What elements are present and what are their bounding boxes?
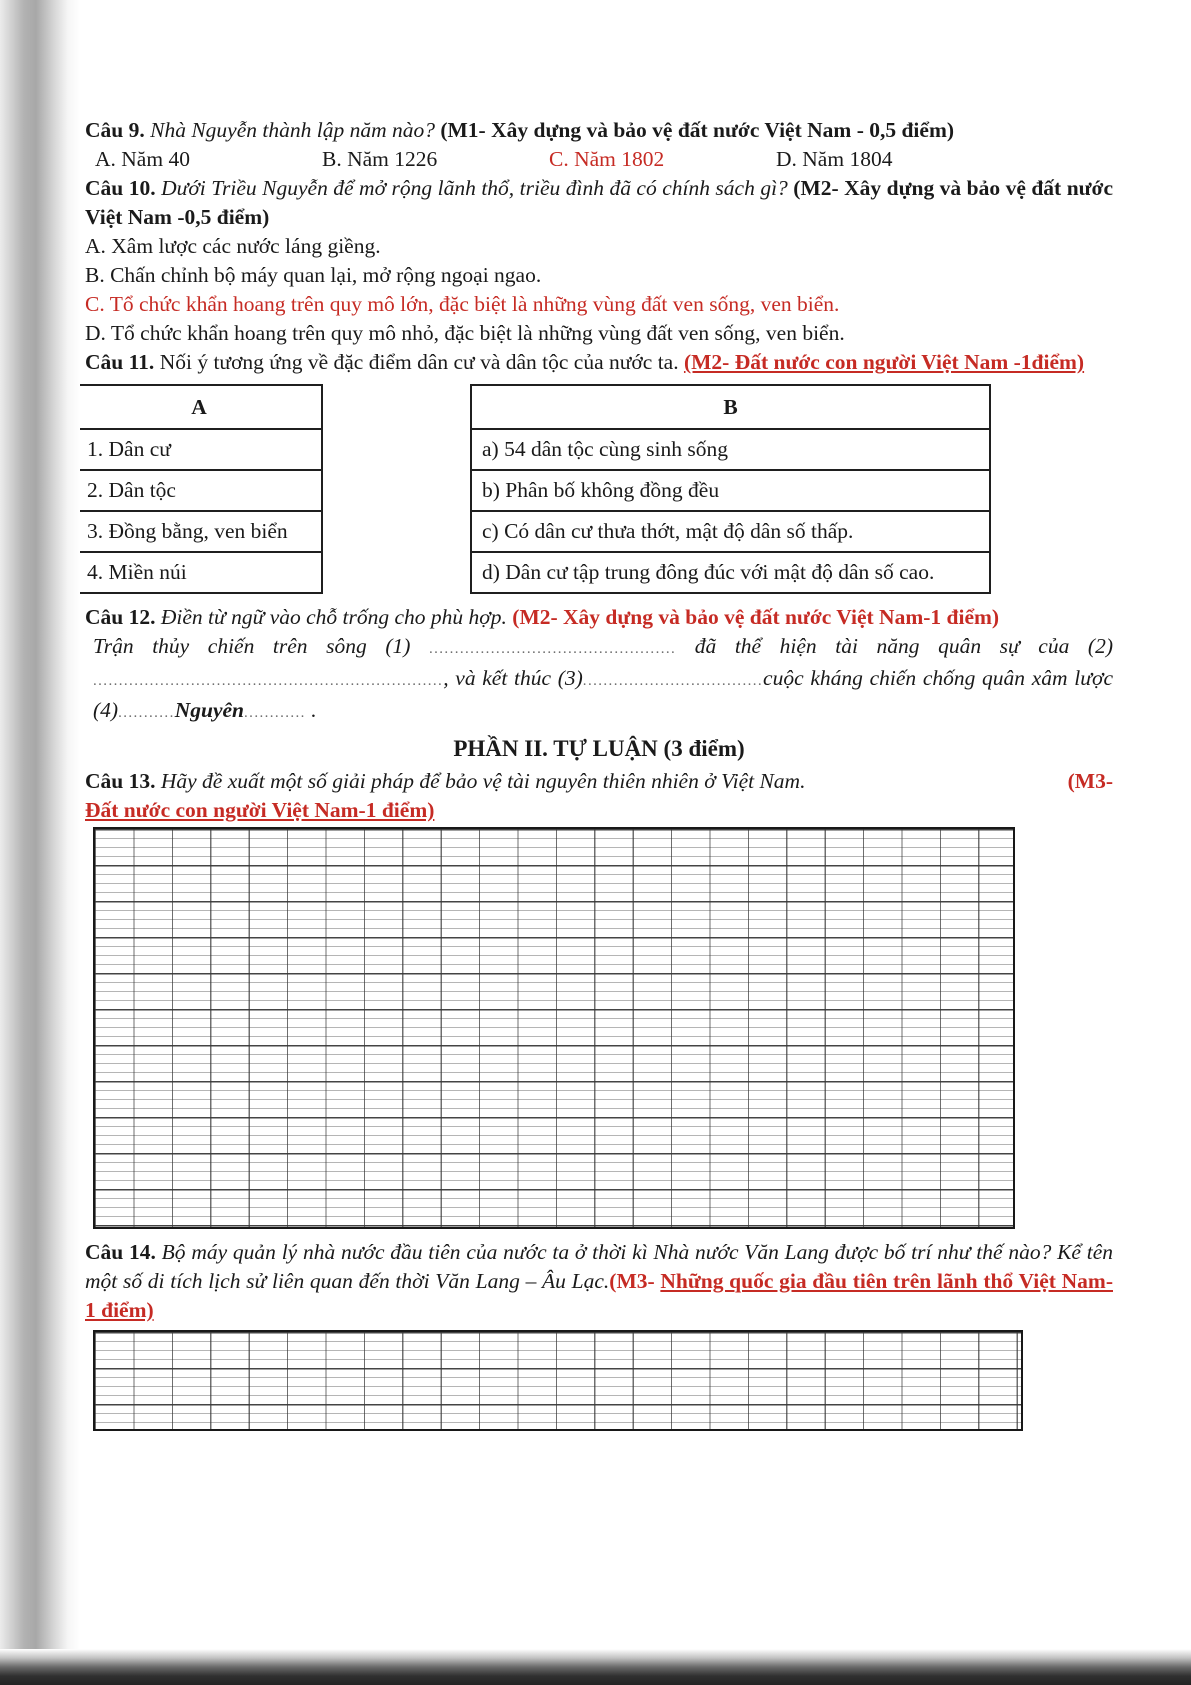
table-a — [75, 384, 323, 594]
q12-blank-5: ............ — [244, 705, 306, 721]
q14-label: Câu 14. — [85, 1240, 156, 1264]
q9-option-b: B. Năm 1226 — [322, 147, 438, 171]
q12-blank-2: .................................................................... — [93, 673, 444, 689]
q12-blank-4: ........... — [118, 705, 175, 721]
q13-answer-grid — [93, 827, 1015, 1229]
q10-option-d: D. Tổ chức khẩn hoang trên quy mô nhỏ, đặc biệt là những vùng đất ven sống, ven biển. — [85, 321, 845, 345]
q13-label: Câu 13. — [85, 769, 156, 793]
table-a-row-1: 1. Dân cư — [76, 429, 322, 470]
question-11 — [85, 348, 1113, 377]
table-b-row-a: a) 54 dân tộc cùng sinh sống — [471, 429, 990, 470]
q13-tag-line — [85, 796, 1113, 825]
table-a-row-3: 3. Đồng bằng, ven biển — [76, 511, 322, 552]
q11-tag: (M2- Đất nước con người Việt Nam -1điểm) — [683, 350, 1085, 374]
q12-fill-part2: đã thể hiện tài năng quân sự của (2) — [676, 634, 1113, 658]
q9-text: Nhà Nguyễn thành lập năm nào? — [150, 118, 435, 142]
question-12 — [85, 603, 1113, 632]
q12-label: Câu 12. — [85, 605, 156, 629]
q12-fill-part4: cuộc kháng chiến chống quân xâm lược (4) — [93, 666, 1113, 722]
q12-fill-part3: , và kết thúc (3) — [443, 666, 583, 690]
q13-question — [85, 767, 805, 796]
table-b-row-d: d) Dân cư tập trung đông đúc với mật độ dân số cao. — [471, 552, 990, 593]
q13-tag2: Đất nước con người Việt Nam-1 điểm) — [85, 798, 435, 822]
q10-text: Dưới Triều Nguyễn để mở rộng lãnh thổ, triều đình đã có chính sách gì? — [161, 176, 788, 200]
table-a-row-2: 2. Dân tộc — [76, 470, 322, 511]
table-b — [470, 384, 991, 594]
q9-options — [85, 145, 1113, 174]
table-a-row-4: 4. Miền núi — [76, 552, 322, 593]
question-9 — [85, 116, 1113, 145]
q12-tag: (M2- Xây dựng và bảo vệ đất nước Việt Nam-1 điểm) — [512, 605, 1000, 629]
table-b-row-b: b) Phân bố không đồng đều — [471, 470, 990, 511]
q12-fill-part1: Trận thủy chiến trên sông (1) — [93, 634, 429, 658]
q14-answer-grid — [93, 1330, 1023, 1431]
q12-text: Điền từ ngữ vào chỗ trống cho phù hợp. — [160, 605, 507, 629]
table-b-header: B — [471, 385, 990, 429]
q10-option-a: A. Xâm lược các nước láng giềng. — [85, 234, 381, 258]
q14-tag1: (M3- — [609, 1269, 655, 1293]
table-a-header: A — [76, 385, 322, 429]
q13-tag1: (M3- — [1067, 769, 1113, 793]
q12-fill-name: Nguyên — [174, 698, 245, 722]
q10-tag: (M2- Xây dựng và bảo vệ đất nước Việt Nam -0,5 điểm) — [85, 176, 1114, 229]
q9-tag: (M1- Xây dựng và bảo vệ đất nước Việt Nam - 0,5 điểm) — [440, 118, 955, 142]
q12-fill-end: . — [305, 698, 317, 722]
q10-label: Câu 10. — [85, 176, 156, 200]
q9-label: Câu 9. — [85, 118, 145, 142]
q10-option-c: C. Tổ chức khẩn hoang trên quy mô lớn, đặc biệt là những vùng đất ven sống, ven biển. — [85, 292, 840, 316]
part2-title: PHẦN II. TỰ LUẬN (3 điểm) — [453, 736, 745, 761]
q10-option-b: B. Chấn chỉnh bộ máy quan lại, mở rộng ngoại ngao. — [85, 263, 542, 287]
question-14 — [85, 1238, 1113, 1325]
q14-tag2: Những quốc gia đầu tiên trên lãnh thổ Việt Nam-1 điểm) — [85, 1269, 1113, 1322]
q14-text: Bộ máy quản lý nhà nước đầu tiên của nước ta ở thời kì Nhà nước Văn Lang được bố trí như thế nào? Kể tên một số di tích lịch sử liên quan đến thời Văn Lang – Âu Lạc. — [85, 1240, 1114, 1293]
q9-option-c: C. Năm 1802 — [549, 147, 665, 171]
q12-blank-3: ................................... — [582, 673, 764, 689]
q9-option-a: A. Năm 40 — [95, 147, 190, 171]
question-10 — [85, 174, 1113, 232]
q11-label: Câu 11. — [85, 350, 155, 374]
q12-blank-1: ................................................ — [428, 641, 677, 657]
table-b-row-c: c) Có dân cư thưa thớt, mật độ dân số thấp. — [471, 511, 990, 552]
q12-fill-sentence — [85, 632, 1113, 728]
q11-text: Nối ý tương ứng về đặc điểm dân cư và dân tộc của nước ta. — [159, 350, 679, 374]
q13-text: Hãy đề xuất một số giải pháp để bảo vệ tài nguyên thiên nhiên ở Việt Nam. — [160, 769, 806, 793]
matching-tables — [75, 384, 1113, 594]
q9-option-d: D. Năm 1804 — [776, 147, 893, 171]
question-13 — [85, 767, 1113, 796]
